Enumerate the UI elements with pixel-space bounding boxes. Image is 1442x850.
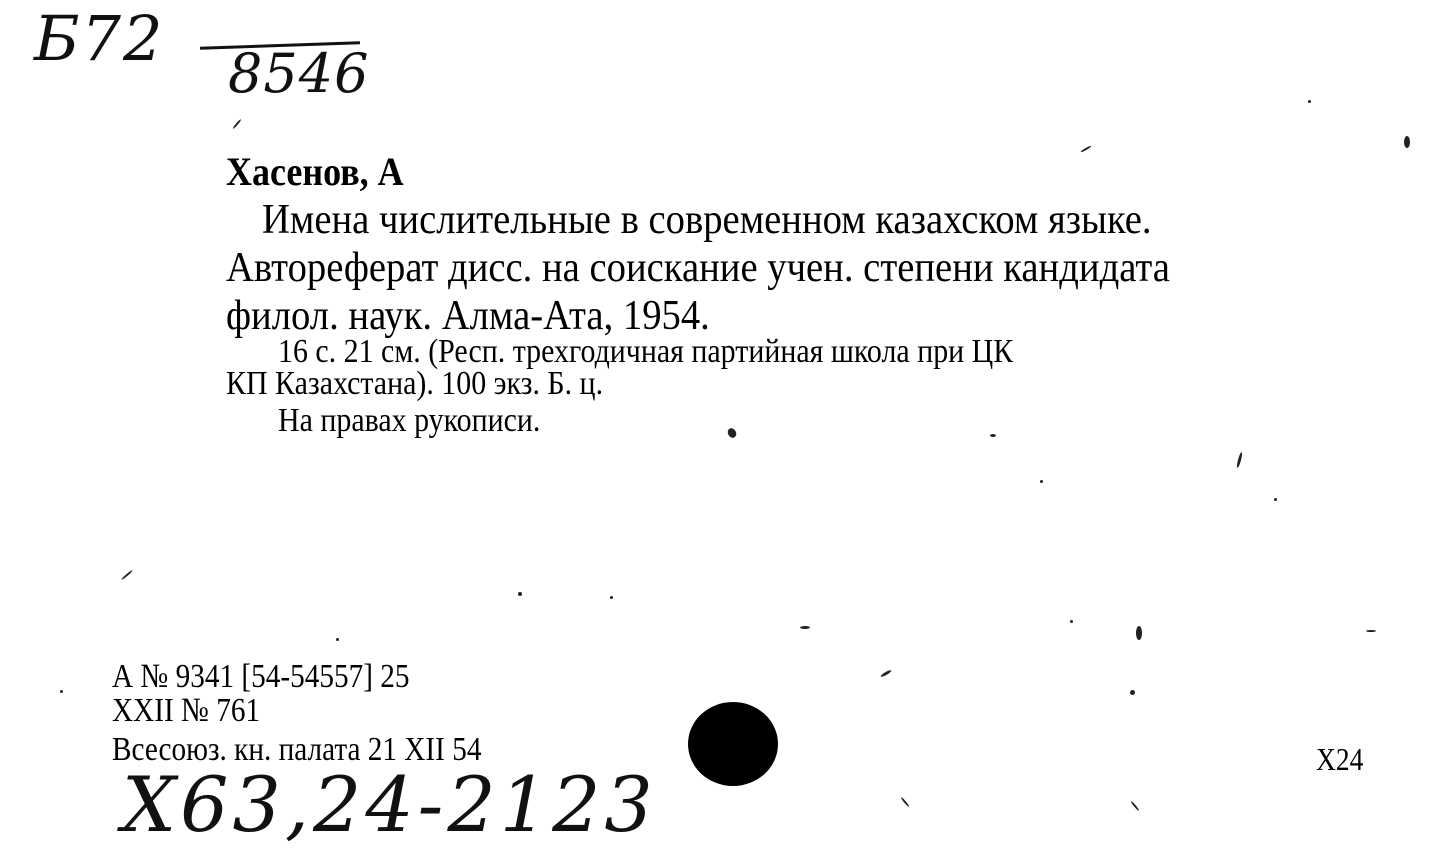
scan-speck xyxy=(1130,690,1135,695)
shelf-number: 8546 xyxy=(228,42,370,105)
collation-line: 16 с. 21 см. (Респ. трехгодичная партийная школа при ЦК xyxy=(278,333,1014,370)
scan-speck xyxy=(800,626,810,629)
scan-speck xyxy=(336,638,339,641)
registration-number: А № 9341 [54-54557] 25 xyxy=(112,658,410,695)
registration-chamber: Всесоюз. кн. палата 21 XII 54 xyxy=(112,731,482,768)
scan-speck xyxy=(121,570,133,581)
bottom-handwritten-code: X63,24-2123 xyxy=(122,760,657,849)
title-line: Имена числительные в современном казахском языке. xyxy=(262,197,1152,243)
scan-speck xyxy=(518,592,522,596)
corner-code: X24 xyxy=(1316,741,1364,777)
scan-speck xyxy=(1070,620,1073,623)
scan-speck xyxy=(1308,100,1311,103)
scan-speck xyxy=(990,434,996,437)
title-line: филол. наук. Алма-Ата, 1954. xyxy=(226,293,710,339)
scan-speck xyxy=(1236,452,1243,468)
rights-note: На правах рукописи. xyxy=(278,402,541,439)
shelf-mark: Б72 xyxy=(34,2,165,75)
scan-speck xyxy=(232,119,241,129)
scan-speck xyxy=(880,669,892,678)
scan-speck xyxy=(1274,498,1277,501)
scan-speck xyxy=(1366,630,1376,632)
punch-hole xyxy=(688,702,778,786)
scan-speck xyxy=(900,797,909,807)
scan-speck xyxy=(1136,626,1142,640)
scan-speck xyxy=(1130,801,1139,811)
scan-speck xyxy=(726,427,738,440)
title-line: Автореферат дисс. на соискание учен. степени кандидата xyxy=(226,245,1170,291)
scan-speck xyxy=(610,596,613,599)
author-heading: Хасенов, А xyxy=(226,149,404,194)
collation-line: КП Казахстана). 100 экз. Б. ц. xyxy=(226,365,604,402)
scan-speck xyxy=(60,690,63,693)
registration-series: XXII № 761 xyxy=(112,692,261,729)
scan-speck xyxy=(1080,145,1091,153)
scan-speck xyxy=(1404,136,1410,148)
scan-speck xyxy=(1040,480,1043,483)
